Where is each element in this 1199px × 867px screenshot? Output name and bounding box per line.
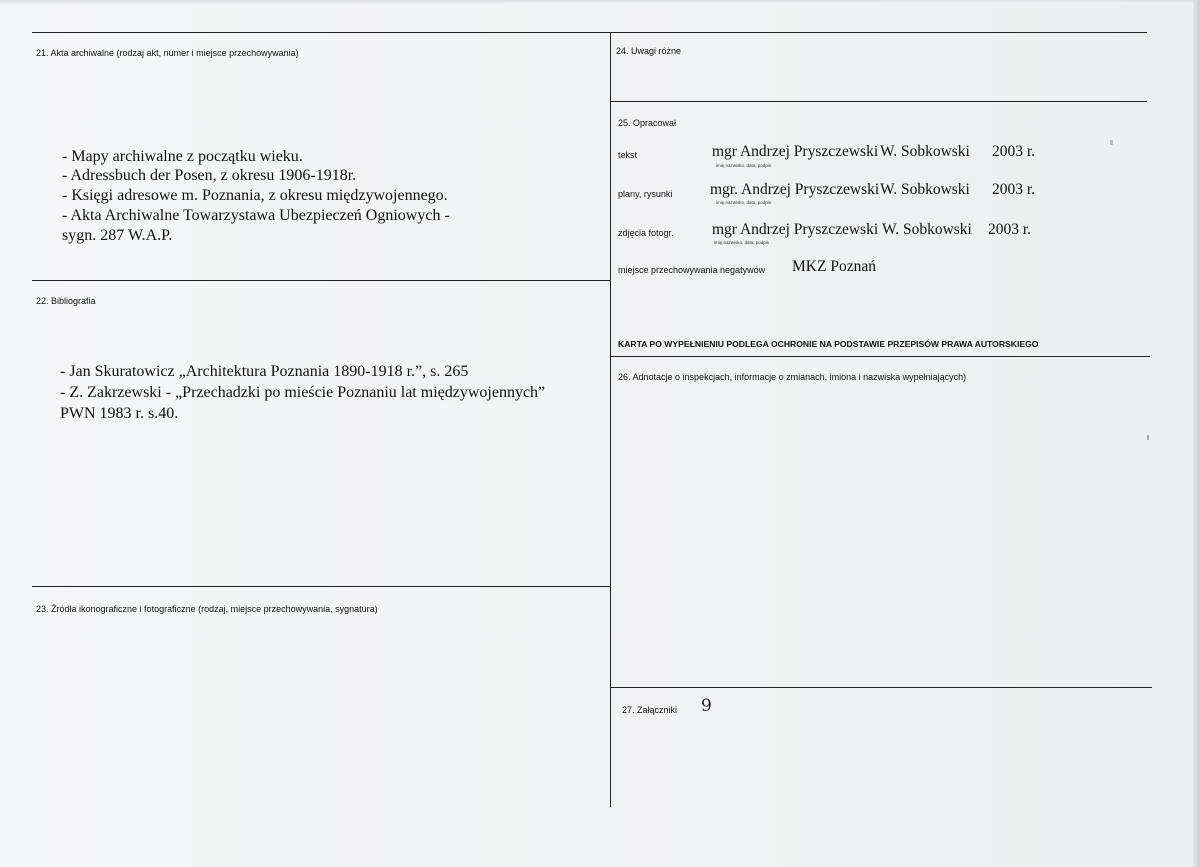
author-name: mgr. Andrzej Pryszczewski [710, 181, 880, 198]
divider-22-23 [32, 586, 610, 587]
bibliography-entry: PWN 1983 r. s.40. [60, 405, 179, 422]
negatives-value: MKZ Poznań [792, 258, 876, 275]
author-name-2: W. Sobkowski [880, 143, 970, 160]
scan-speck [1110, 140, 1113, 145]
archive-entry: - Mapy archiwalne z początku wieku. [62, 148, 303, 165]
field-caption: imię,nazwisko, data, podpis [714, 240, 770, 245]
archive-entry: sygn. 287 W.A.P. [62, 227, 173, 244]
archive-entry: - Adressbuch der Posen, z okresu 1906-1918r. [62, 167, 357, 184]
author-year: 2003 r. [992, 143, 1036, 160]
author-name-2: W. Sobkowski [880, 181, 970, 198]
author-year: 2003 r. [988, 221, 1032, 238]
divider-24-25 [610, 101, 1147, 102]
divider-21-22 [32, 280, 610, 281]
section-26-label: 26. Adnotacje o inspekcjach, informacje o zmianach, imiona i nazwiska wypełniających) [618, 372, 967, 382]
field-caption: imię,nazwisko, data, podpis [716, 163, 772, 168]
section-23-label: 23. Źródła ikonograficzne i fotograficzne (rodzaj, miejsce przechowywania, sygnatura) [36, 604, 378, 614]
copyright-notice: KARTA PO WYPEŁNIENIU PODLEGA OCHRONIE NA PODSTAWIE PRZEPISÓW PRAWA AUTORSKIEGO [618, 339, 1039, 349]
scan-speck [1147, 435, 1149, 440]
section-21-label: 21. Akta archiwalne (rodzaj akt, numer i miejsce przechowywania) [36, 48, 299, 58]
field-caption: imię,nazwisko, data, podpis [716, 200, 772, 205]
author-year: 2003 r. [992, 181, 1036, 198]
divider-25-26 [610, 356, 1150, 357]
section-22-label: 22. Bibliografia [36, 296, 96, 306]
scan-edge-right [1193, 0, 1199, 867]
row-label-text: tekst [618, 150, 638, 160]
attachments-count: 9 [701, 696, 712, 716]
row-label-plans: plany, rysunki [618, 189, 673, 199]
row-label-photos: zdjęcia fotogr. [618, 228, 674, 238]
author-name-2: W. Sobkowski [882, 221, 972, 238]
bibliography-entry: - Jan Skuratowicz „Architektura Poznania 1890-1918 r.”, s. 265 [60, 363, 469, 380]
archive-entry: - Księgi adresowe m. Poznania, z okresu międzywojennego. [62, 187, 448, 204]
divider-26-27 [610, 687, 1152, 688]
scan-edge-top [0, 0, 1199, 4]
negatives-label: miejsce przechowywania negatywów [618, 265, 766, 275]
section-25-label: 25. Opracował [618, 118, 677, 128]
author-name: mgr Andrzej Pryszczewski [712, 221, 879, 238]
section-24-label: 24. Uwagi różne [616, 46, 682, 56]
section-27-label: 27. Załączniki [622, 705, 678, 715]
center-divider [610, 32, 611, 807]
bibliography-entry: - Z. Zakrzewski - „Przechadzki po mieście Poznaniu lat międzywojennych” [60, 384, 546, 401]
author-name: mgr Andrzej Pryszczewski [712, 143, 879, 160]
archive-entry: - Akta Archiwalne Towarzystawa Ubezpieczeń Ogniowych - [62, 207, 450, 224]
top-border [32, 32, 1147, 33]
